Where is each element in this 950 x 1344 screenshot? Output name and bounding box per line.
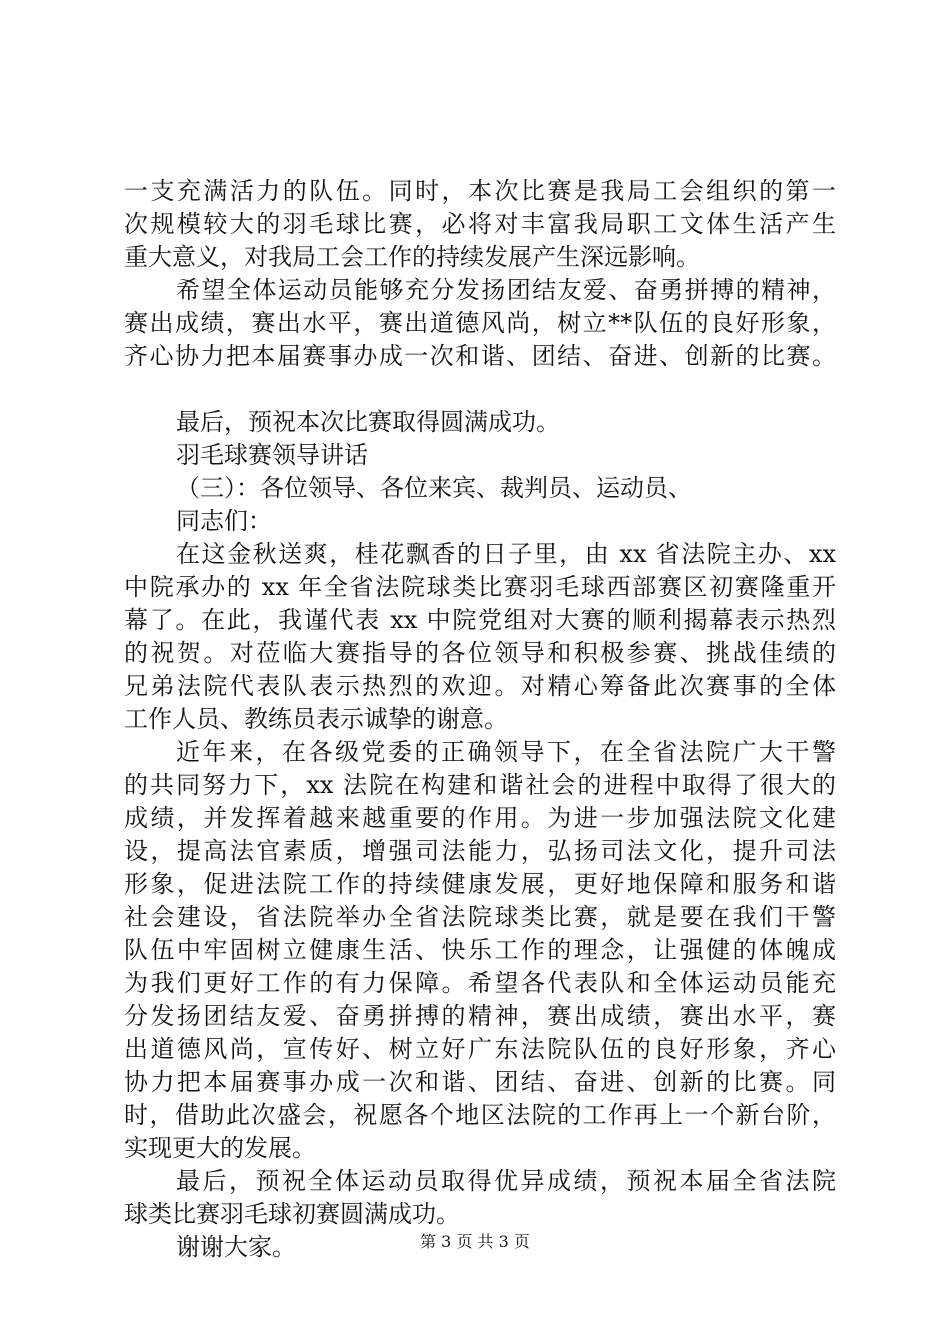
text-line: 最后，预祝全体运动员取得优异成绩，预祝本届全省法院 <box>176 1167 836 1195</box>
text-line: 中院承办的 xx 年全省法院球类比赛羽毛球西部赛区初赛隆重开 <box>124 573 836 601</box>
text-line: 实现更大的发展。 <box>124 1134 316 1162</box>
paragraph <box>124 1165 836 1231</box>
text-line: 设，提高法官素质，增强司法能力，弘扬司法文化，提升司法 <box>124 837 836 865</box>
paragraph <box>124 538 836 736</box>
salutation <box>124 472 836 505</box>
text-line: 出道德风尚，宣传好、树立好广东法院队伍的良好形象，齐心 <box>124 1035 836 1063</box>
text-line: 分发扬团结友爱、奋勇拼搏的精神，赛出成绩，赛出水平，赛 <box>124 1002 836 1030</box>
salutation <box>124 505 836 538</box>
text-line: 为我们更好工作的有力保障。希望各代表队和全体运动员能充 <box>124 969 836 997</box>
text-line: 幕了。在此，我谨代表 xx 中院党组对大赛的顺利揭幕表示热烈 <box>124 606 836 634</box>
text-line: 球类比赛羽毛球初赛圆满成功。 <box>124 1200 460 1228</box>
text-line: 希望全体运动员能够充分发扬团结友爱、奋勇拼搏的精神， <box>176 276 836 304</box>
text-line: 兄弟法院代表队表示热烈的欢迎。对精心筹备此次赛事的全体 <box>124 672 836 700</box>
text-line: 近年来，在各级党委的正确领导下，在全省法院广大干警 <box>176 738 836 766</box>
text-line: （三）：各位领导、各位来宾、裁判员、运动员、 <box>176 474 692 502</box>
text-line: 成绩，并发挥着越来越重要的作用。为进一步加强法院文化建 <box>124 804 836 832</box>
section-title <box>124 439 836 472</box>
text-line: 时，借助此次盛会，祝愿各个地区法院的工作再上一个新台阶， <box>124 1101 836 1129</box>
text-line: 形象，促进法院工作的持续健康发展，更好地保障和服务和谐 <box>124 870 836 898</box>
paragraph <box>124 274 836 373</box>
text-line: 齐心协力把本届赛事办成一次和谐、团结、奋进、创新的比赛。 <box>124 342 836 370</box>
blank-line <box>124 373 836 406</box>
text-line: 重大意义，对我局工会工作的持续发展产生深远影响。 <box>124 243 700 271</box>
text-line: 在这金秋送爽，桂花飘香的日子里，由 xx 省法院主办、xx <box>176 540 836 568</box>
text-line: 协力把本届赛事办成一次和谐、团结、奋进、创新的比赛。同 <box>124 1068 836 1096</box>
text-line: 队伍中牢固树立健康生活、快乐工作的理念，让强健的体魄成 <box>124 936 836 964</box>
paragraph <box>124 736 836 1165</box>
paragraph <box>124 175 836 274</box>
text-line: 最后，预祝本次比赛取得圆满成功。 <box>176 408 560 436</box>
text-line: 一支充满活力的队伍。同时，本次比赛是我局工会组织的第一 <box>124 177 836 205</box>
text-line: 的祝贺。对莅临大赛指导的各位领导和积极参赛、挑战佳绩的 <box>124 639 836 667</box>
text-line: 工作人员、教练员表示诚挚的谢意。 <box>124 705 508 733</box>
text-line: 的共同努力下，xx 法院在构建和谐社会的进程中取得了很大的 <box>124 771 836 799</box>
document-body <box>124 175 836 1264</box>
text-line: 次规模较大的羽毛球比赛，必将对丰富我局职工文体生活产生 <box>124 210 836 238</box>
paragraph <box>124 406 836 439</box>
page-footer: 第 3 页 共 3 页 <box>420 1232 530 1251</box>
text-line: 谢谢大家。 <box>176 1233 296 1261</box>
text-line: 同志们： <box>176 507 272 535</box>
text-line: 赛出成绩，赛出水平，赛出道德风尚，树立**队伍的良好形象， <box>124 309 836 337</box>
text-line: 羽毛球赛领导讲话 <box>176 441 368 469</box>
text-line: 社会建设，省法院举办全省法院球类比赛，就是要在我们干警 <box>124 903 836 931</box>
